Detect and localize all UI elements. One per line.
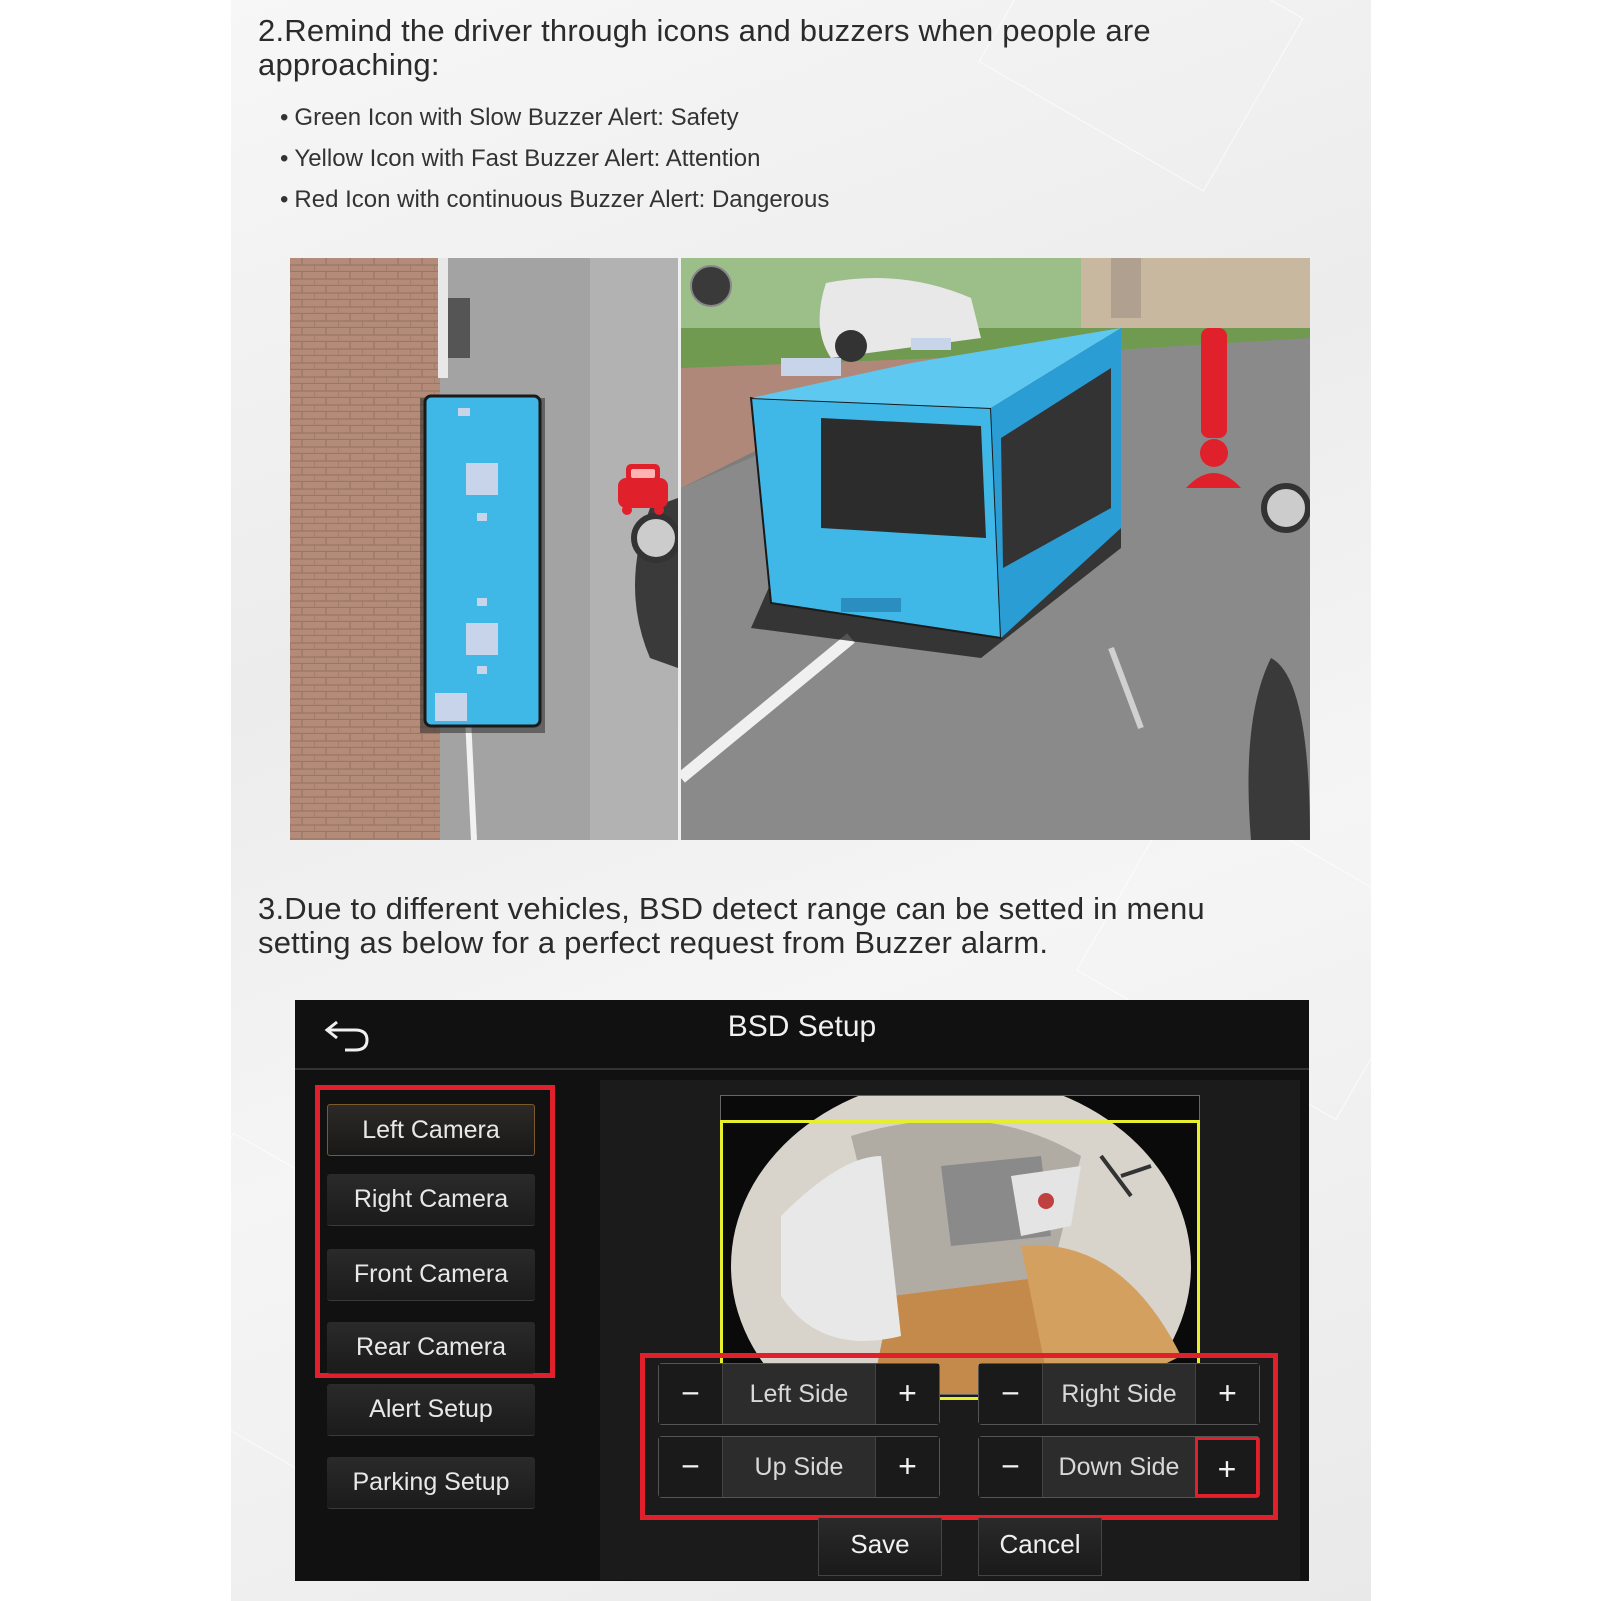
section3-heading xyxy=(258,892,1318,960)
list-item-yellow: • Yellow Icon with Fast Buzzer Alert: Attention xyxy=(280,141,829,182)
page-title: BSD Setup xyxy=(727,1010,877,1043)
3d-camera-view xyxy=(681,258,1310,840)
alert-level-list xyxy=(280,100,829,223)
right-side-plus-button[interactable]: + xyxy=(1195,1364,1259,1424)
save-button[interactable]: Save xyxy=(818,1518,942,1576)
3d-scene xyxy=(681,258,1310,840)
section2-heading-line1: 2.Remind the driver through icons and buzzers when people are xyxy=(258,13,1151,48)
left-side-minus-button[interactable]: − xyxy=(659,1364,723,1424)
bsd-setup-screen xyxy=(295,1000,1309,1581)
fisheye-camera-preview xyxy=(720,1095,1200,1395)
menu-right-camera[interactable]: Right Camera xyxy=(327,1174,535,1226)
list-item-red: • Red Icon with continuous Buzzer Alert: Dangerous xyxy=(280,182,829,223)
sidewalk xyxy=(290,258,440,840)
down-side-plus-button[interactable]: + xyxy=(1195,1437,1259,1497)
top-down-scene xyxy=(290,258,678,840)
right-side-adjuster xyxy=(978,1363,1260,1425)
bsd-header xyxy=(295,1000,1309,1070)
down-side-minus-button[interactable]: − xyxy=(979,1437,1043,1497)
down-side-label: Down Side xyxy=(1058,1453,1180,1481)
menu-left-camera[interactable]: Left Camera xyxy=(327,1104,535,1156)
left-side-adjuster xyxy=(658,1363,940,1425)
menu-parking-setup[interactable]: Parking Setup xyxy=(327,1457,535,1509)
menu-front-camera[interactable]: Front Camera xyxy=(327,1249,535,1301)
list-item-green: • Green Icon with Slow Buzzer Alert: Safety xyxy=(280,100,829,141)
left-side-plus-button[interactable]: + xyxy=(875,1364,939,1424)
section3-heading-line2: setting as below for a perfect request from Buzzer alarm. xyxy=(258,925,1049,960)
section2-heading xyxy=(258,14,1318,82)
cancel-button[interactable]: Cancel xyxy=(978,1518,1102,1576)
up-side-plus-button[interactable]: + xyxy=(875,1437,939,1497)
top-down-camera-view xyxy=(290,258,678,840)
right-side-minus-button[interactable]: − xyxy=(979,1364,1043,1424)
view-mode-icon xyxy=(691,266,731,306)
bus-top-view xyxy=(425,396,540,726)
menu-rear-camera[interactable]: Rear Camera xyxy=(327,1322,535,1374)
right-side-label: Right Side xyxy=(1061,1380,1177,1408)
left-side-label: Left Side xyxy=(749,1380,849,1408)
up-side-label: Up Side xyxy=(754,1453,844,1481)
up-side-adjuster xyxy=(658,1436,940,1498)
up-side-minus-button[interactable]: − xyxy=(659,1437,723,1497)
section2-heading-line2: approaching: xyxy=(258,47,440,82)
menu-alert-setup[interactable]: Alert Setup xyxy=(327,1384,535,1436)
down-side-adjuster xyxy=(978,1436,1260,1498)
section3-heading-line1: 3.Due to different vehicles, BSD detect range can be setted in menu xyxy=(258,891,1205,926)
